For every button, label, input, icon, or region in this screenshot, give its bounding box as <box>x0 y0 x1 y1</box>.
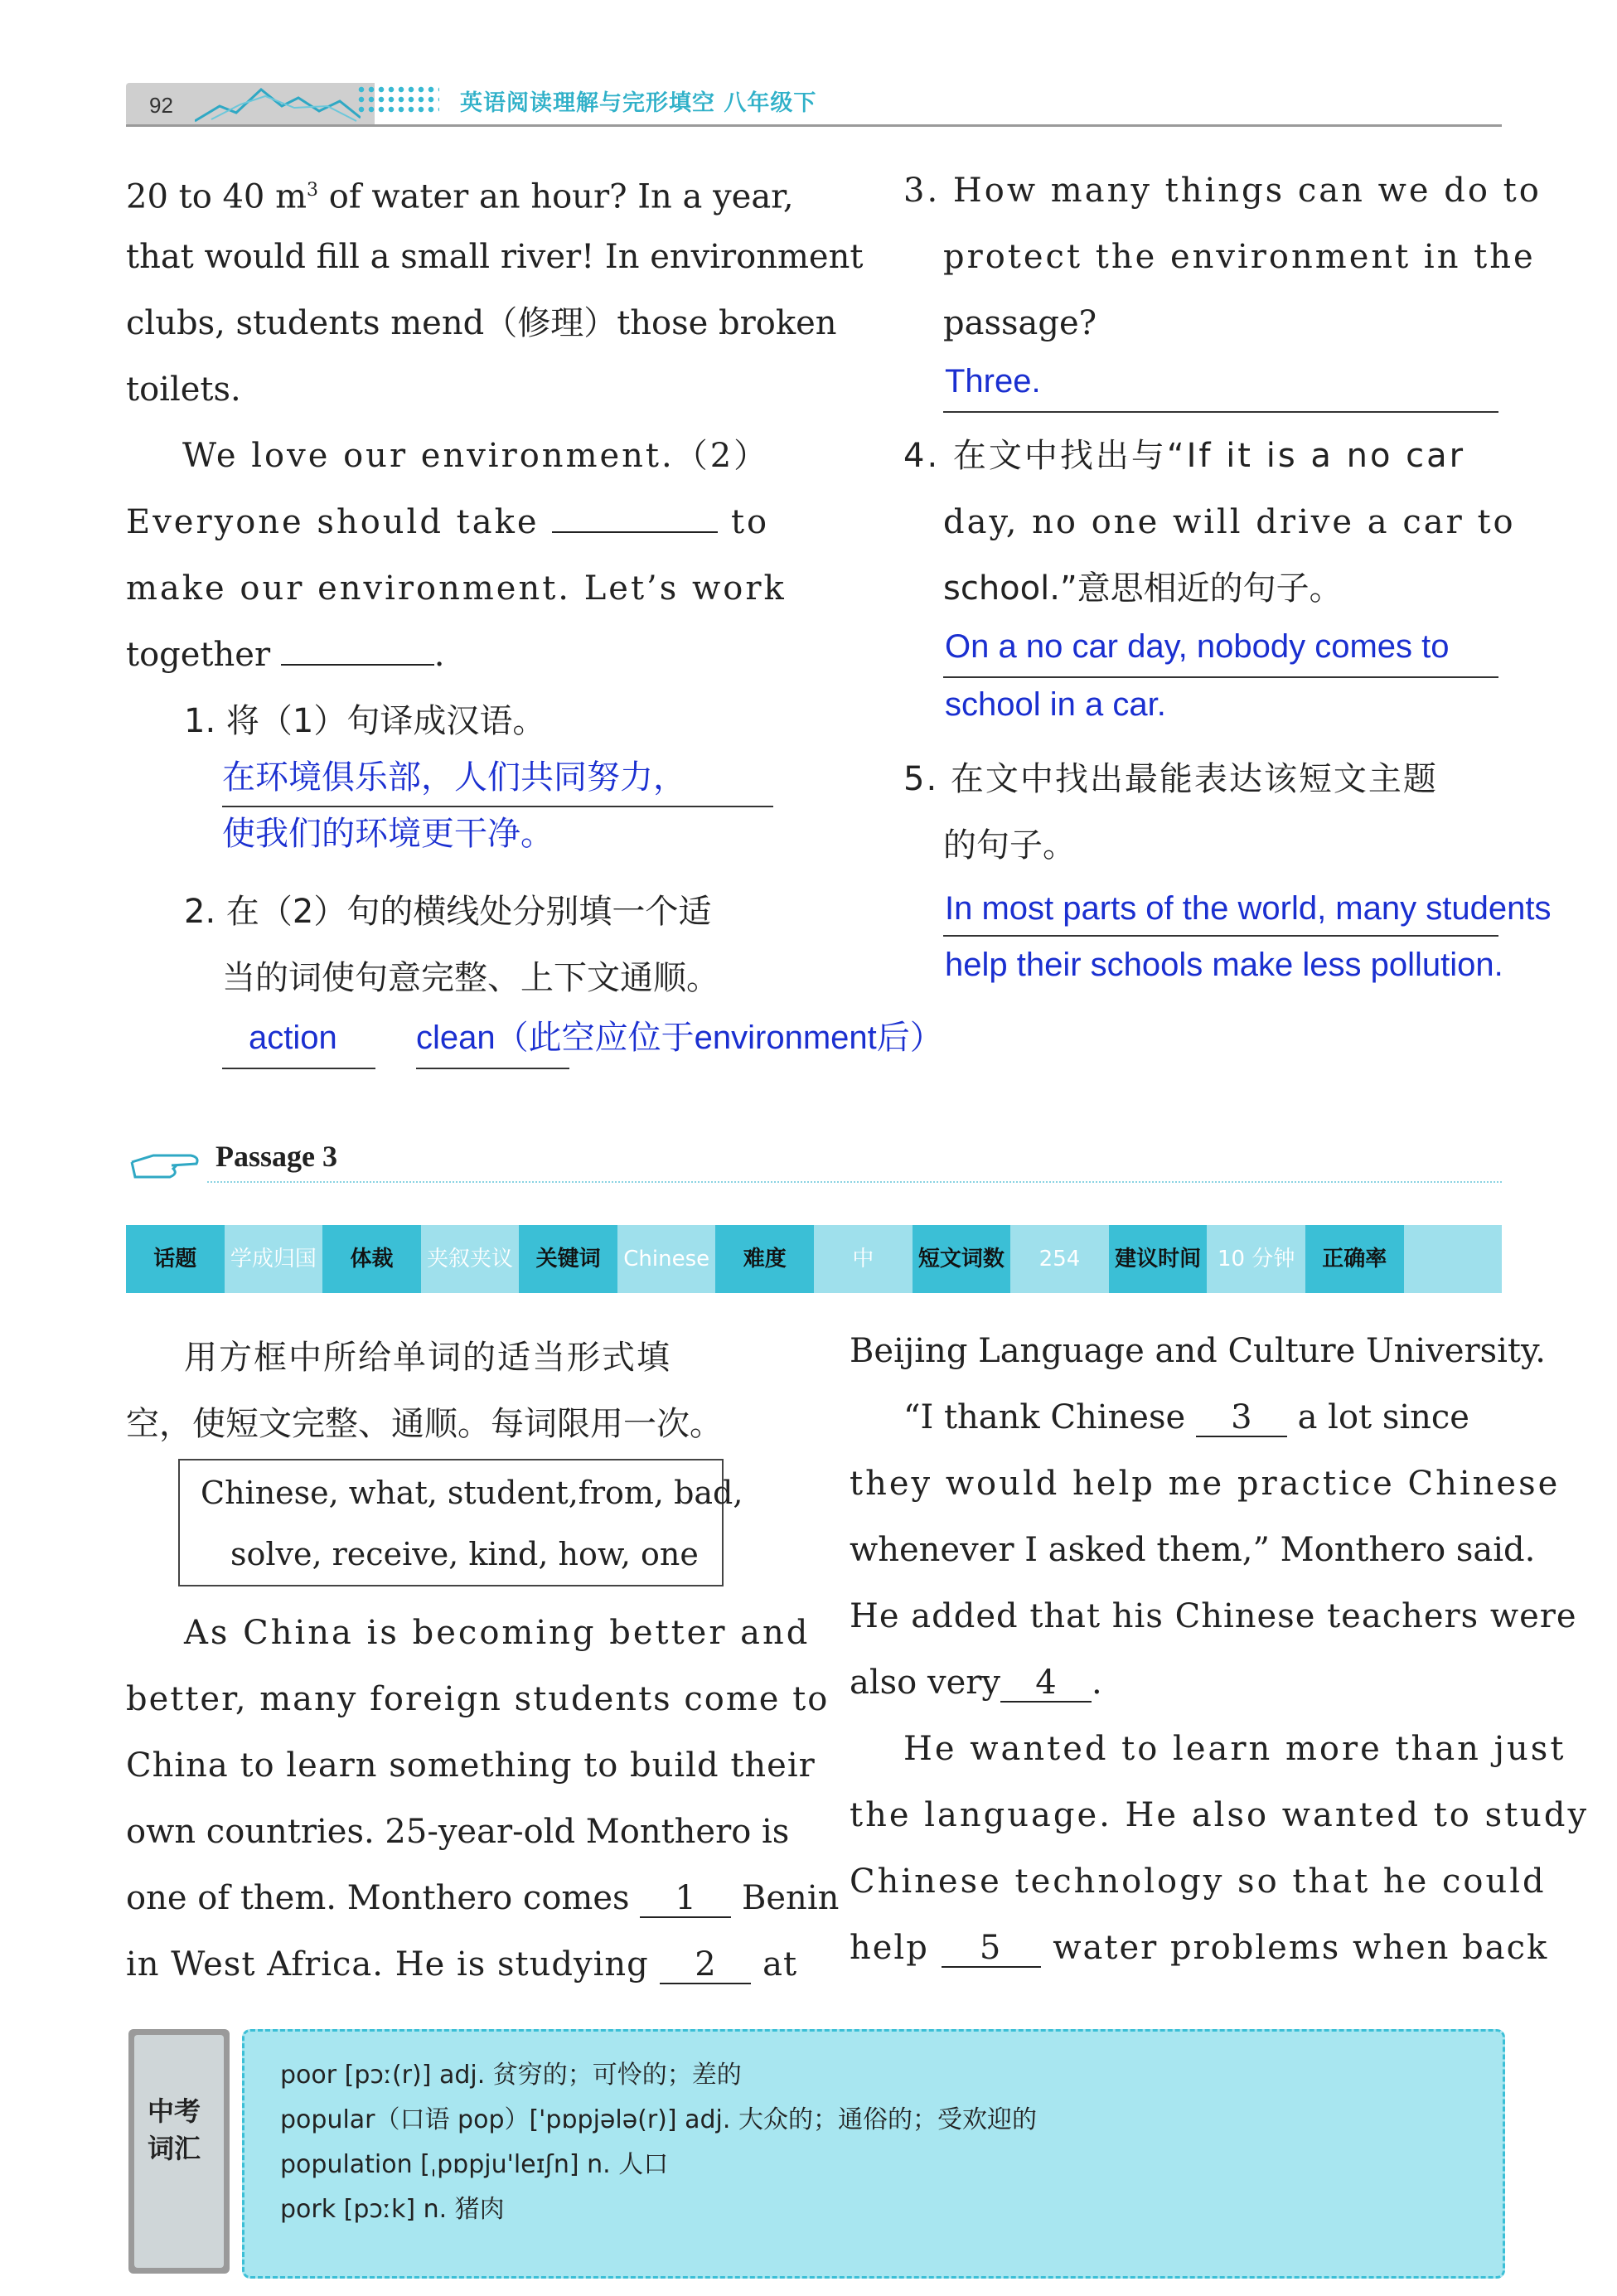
answer-5-line-2: help their schools make less pollution. <box>945 947 1503 983</box>
text-line: We love our environment.（2） <box>182 437 770 475</box>
vocab-item: poor [pɔː(r)] adj. 贫穷的；可怜的；差的 <box>280 2061 742 2090</box>
header-dots <box>356 85 439 116</box>
instruction-line-1: 用方框中所给单词的适当形式填 <box>184 1339 671 1377</box>
answer-3: Three. <box>945 363 1041 400</box>
text-line: Chinese technology so that he could <box>850 1862 1547 1901</box>
header-divider <box>126 124 1502 127</box>
text-line: Beijing Language and Culture University. <box>850 1332 1546 1370</box>
text-line: whenever I asked them,” Monthero said. <box>850 1531 1536 1569</box>
vocab-item: pork [pɔːk] n. 猪肉 <box>280 2195 505 2224</box>
answer-1-line-1: 在环境俱乐部，人们共同努力， <box>222 759 686 796</box>
text-line: toilets. <box>126 371 241 409</box>
question-5-line-1: 5. 在文中找出最能表达该短文主题 <box>903 760 1438 798</box>
text-line: Everyone should take to <box>126 503 770 541</box>
text-line: own countries. 25-year-old Monthero is <box>126 1813 790 1851</box>
answer-underline <box>416 1068 569 1069</box>
text-line: China to learn something to build their <box>126 1746 816 1785</box>
text-line: together . <box>126 636 445 674</box>
text-line: better, many foreign students come to <box>126 1680 830 1718</box>
question-5-line-2: 的句子。 <box>943 826 1076 865</box>
text-line: one of them. Monthero comes 1 Benin <box>126 1879 840 1917</box>
question-4-line-3: school.”意思相近的句子。 <box>943 569 1343 608</box>
question-3-line-2: protect the environment in the <box>943 238 1536 276</box>
passage-title: Passage 3 <box>215 1140 337 1173</box>
blank-2[interactable]: 2 <box>660 1946 751 1984</box>
table-label: 建议时间 <box>1109 1225 1208 1293</box>
table-value <box>1404 1225 1503 1293</box>
text-line: clubs, students mend（修理）those broken <box>126 304 837 342</box>
table-value: 254 <box>1038 1247 1081 1272</box>
table-label: 难度 <box>715 1225 814 1293</box>
text-line: make our environment. Let’s work <box>126 569 787 608</box>
text-line: help 5 water problems when back <box>850 1929 1549 1967</box>
answer-4-line-2: school in a car. <box>945 686 1166 723</box>
text-line: that would fill a small river! In environment <box>126 238 864 276</box>
question-3-line-3: passage? <box>943 304 1097 342</box>
answer-2a: action <box>249 1020 337 1056</box>
table-value: 中 <box>852 1247 874 1272</box>
header-title: 英语阅读理解与完形填空 八年级下 <box>460 90 817 116</box>
mountain-icon <box>195 81 361 124</box>
table-value: Chinese <box>623 1247 710 1272</box>
question-2-line-2: 当的词使句意完整、上下文通顺。 <box>222 959 719 997</box>
vocab-item: popular（口语 pop）['pɒpjələ(r)] adj. 大众的；通俗的；受欢迎的 <box>280 2105 1037 2134</box>
table-label: 短文词数 <box>913 1225 1011 1293</box>
table-label: 关键词 <box>519 1225 617 1293</box>
vocab-label-line-2: 词汇 <box>148 2133 201 2164</box>
table-value: 学成归国 <box>230 1247 317 1272</box>
page-number: 92 <box>149 93 173 118</box>
word-list-line-2: solve, receive, kind, how, one <box>230 1536 699 1572</box>
text-line: in West Africa. He is studying 2 at <box>126 1945 798 1984</box>
passage-divider <box>207 1181 1502 1183</box>
answer-1-line-2: 使我们的环境更干净。 <box>222 816 554 852</box>
answer-underline <box>943 411 1498 413</box>
text-line: the language. He also wanted to study <box>850 1796 1590 1834</box>
table-value: 10 分钟 <box>1217 1247 1295 1272</box>
text-line: He wanted to learn more than just <box>903 1730 1566 1768</box>
table-value: 夹叙夹议 <box>427 1247 514 1272</box>
table-label: 话题 <box>126 1225 225 1293</box>
answer-5-line-1: In most parts of the world, many students <box>945 890 1552 927</box>
question-1: 1. 将（1）句译成汉语。 <box>184 702 546 740</box>
pointing-hand-icon <box>128 1144 203 1185</box>
text-line: As China is becoming better and <box>184 1614 811 1652</box>
text-line: they would help me practice Chinese <box>850 1465 1561 1503</box>
vocab-label-line-1: 中考 <box>148 2095 201 2127</box>
question-4-line-2: day, no one will drive a car to <box>943 503 1516 541</box>
blank-3[interactable]: 3 <box>1196 1399 1287 1437</box>
blank-line[interactable] <box>281 664 434 666</box>
passage-info-table <box>126 1225 1502 1293</box>
answer-underline <box>222 1068 375 1069</box>
word-list-line-1: Chinese, what, student,from, bad, <box>201 1475 743 1511</box>
instruction-line-2: 空，使短文完整、通顺。每词限用一次。 <box>126 1405 723 1443</box>
answer-2b: clean（此空应位于environment后） <box>416 1020 943 1056</box>
text-line: He added that his Chinese teachers were <box>850 1597 1577 1635</box>
vocab-item: population [ˌpɒpju'leɪʃn] n. 人口 <box>280 2150 669 2179</box>
blank-1[interactable]: 1 <box>640 1880 731 1918</box>
text-line: “I thank Chinese 3 a lot since <box>903 1398 1469 1436</box>
answer-4-line-1: On a no car day, nobody comes to <box>945 628 1450 665</box>
blank-5[interactable]: 5 <box>942 1930 1041 1968</box>
table-label: 正确率 <box>1305 1225 1404 1293</box>
question-2-line-1: 2. 在（2）句的横线处分别填一个适 <box>184 893 712 931</box>
text-line: 20 to 40 $m^3$ of water an hour? In a year, <box>126 177 794 216</box>
question-4-line-1: 4. 在文中找出与“If it is a no car <box>903 437 1466 475</box>
question-3-line-1: 3. How many things can we do to <box>903 172 1542 210</box>
text-line: also very 4 . <box>850 1664 1102 1702</box>
table-label: 体裁 <box>322 1225 421 1293</box>
blank-line[interactable] <box>552 531 718 533</box>
blank-4[interactable]: 4 <box>1000 1664 1092 1703</box>
